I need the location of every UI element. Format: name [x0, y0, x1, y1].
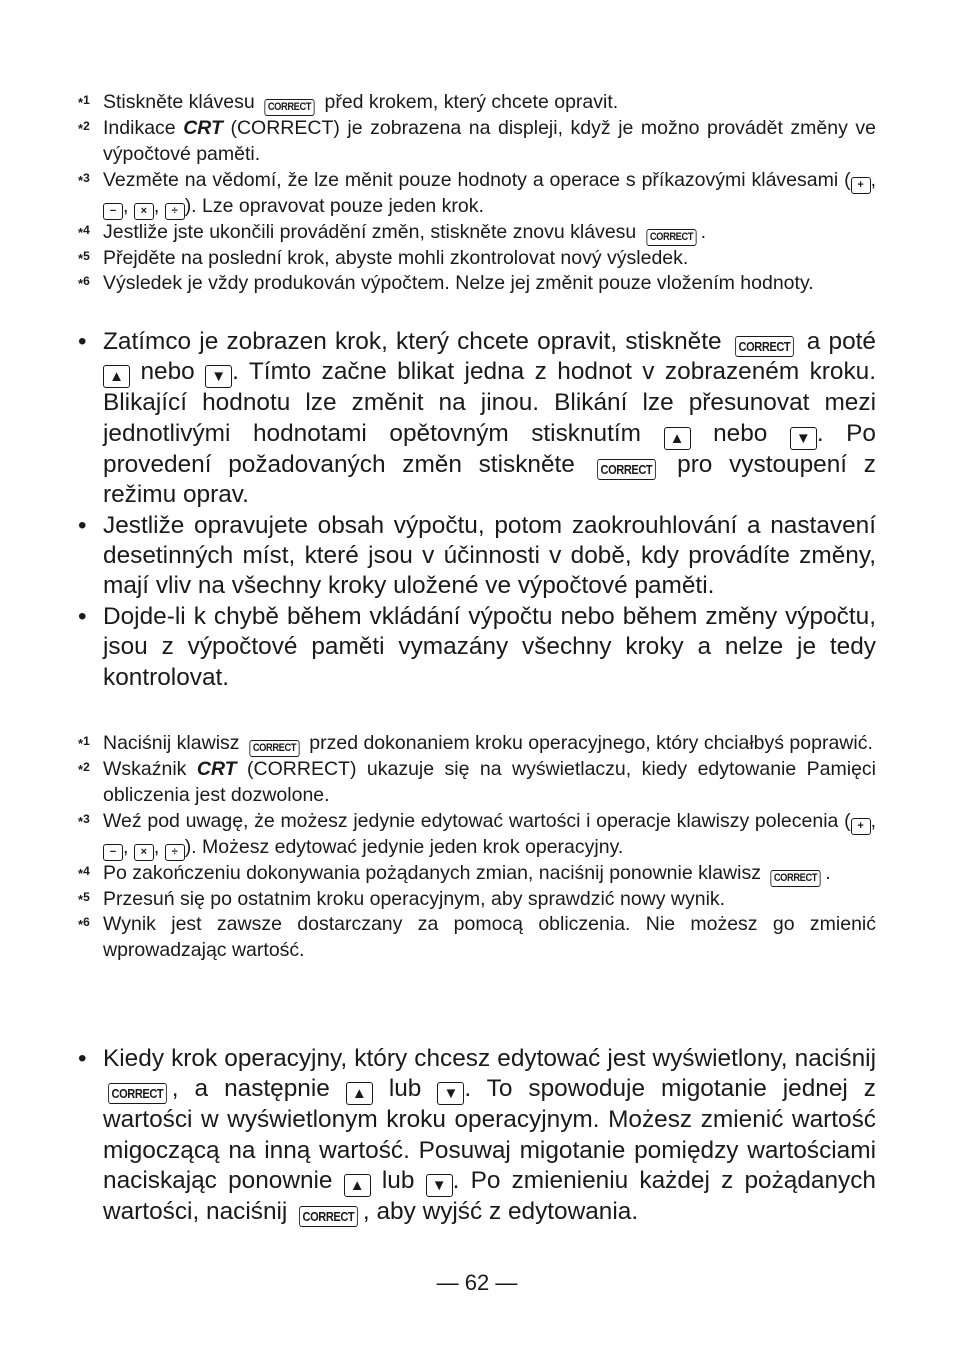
correct-key-icon: CORRECT — [597, 459, 655, 480]
note-marker: * — [78, 736, 84, 751]
separator: , — [870, 168, 876, 191]
plus-key-icon: + — [851, 818, 871, 835]
bullet-text: nebo — [140, 358, 195, 386]
note-marker: * — [78, 762, 84, 777]
down-key-icon: ▼ — [790, 427, 817, 450]
separator: , — [153, 835, 160, 858]
correct-key-icon: CORRECT — [771, 870, 821, 887]
note-text: . — [700, 220, 706, 243]
bullet-dot: • — [78, 1045, 87, 1072]
bullet-text: . Po zmienieniu każdej z pożądanych wartości, naciśnij — [103, 1167, 876, 1226]
bullet-text: . Po provedení požadovaných změn stiskněte — [103, 419, 876, 478]
note-text: Stiskněte klávesu — [103, 91, 255, 113]
divide-key-icon: ÷ — [165, 844, 185, 861]
note-text: przed dokonaniem kroku operacyjnego, który chciałbyś poprawić. — [309, 732, 873, 754]
times-key-icon: × — [134, 844, 154, 861]
down-key-icon: ▼ — [205, 365, 232, 388]
note-number: 2 — [83, 760, 90, 774]
note-marker: * — [78, 250, 84, 266]
note-marker: * — [78, 95, 84, 110]
up-key-icon: ▲ — [346, 1082, 373, 1105]
note-text: (CORRECT) je zobrazena na displeji, když je možno provádět změny ve výpočtové paměti. — [103, 117, 876, 165]
plus-key-icon: + — [851, 177, 871, 194]
bullet-text: lub — [381, 1167, 415, 1195]
bullet-text: Kiedy krok operacyjny, który chcesz edytować jest wyświetlony, naciśnij — [103, 1045, 876, 1072]
bullet-text: , aby wyjść z edytowania. — [362, 1198, 639, 1226]
crt-indicator: CRT — [196, 758, 237, 780]
note-number: 5 — [83, 889, 90, 904]
note-text: před krokem, který chcete opravit. — [324, 91, 619, 113]
pl-bullets — [78, 1044, 876, 1228]
note-text: Jestliže jste ukončili provádění změn, stiskněte znovu klávesu — [103, 220, 637, 243]
correct-key-icon: CORRECT — [265, 99, 315, 116]
note-number: 5 — [83, 248, 90, 263]
cz-bullet-1 — [78, 327, 876, 511]
bullet-text: nebo — [713, 419, 768, 447]
cz-note-4 — [78, 220, 876, 246]
bullet-dot: • — [78, 328, 87, 355]
up-key-icon: ▲ — [344, 1174, 371, 1197]
bullet-dot: • — [78, 602, 87, 630]
note-number: 3 — [83, 811, 90, 826]
pl-note-5 — [78, 887, 876, 913]
note-number: 4 — [83, 222, 90, 237]
cz-bullet-3 — [78, 602, 876, 693]
note-text: Przesuń się po ostatnim kroku operacyjnym, aby sprawdzić nowy wynik. — [103, 887, 726, 910]
note-text: Výsledek je vždy produkován výpočtem. Nelze jej změnit pouze vložením hodnoty. — [103, 272, 814, 295]
minus-key-icon: − — [103, 203, 123, 220]
times-key-icon: × — [134, 203, 154, 220]
note-text: Vezměte na vědomí, že lze měnit pouze hodnoty a operace s příkazovými klávesami ( — [103, 168, 851, 191]
note-text: . — [825, 861, 831, 884]
correct-key-icon: CORRECT — [249, 740, 299, 757]
separator: , — [123, 194, 129, 217]
note-marker: * — [78, 121, 84, 136]
separator: , — [153, 194, 160, 217]
pl-note-4 — [78, 861, 876, 887]
bullet-text: Zatímco je zobrazen krok, který chcete opravit, stiskněte — [103, 328, 722, 355]
note-text: Po zakończeniu dokonywania pożądanych zmian, naciśnij ponownie klawisz — [103, 861, 761, 884]
bullet-text: , a następnie — [171, 1075, 330, 1103]
note-text: (CORRECT) ukazuje się na wyświetlaczu, kiedy edytowanie Pamięci obliczenia jest dozwolone. — [103, 758, 877, 806]
bullet-text: . To spowoduje migotanie jednej z wartości w wyświetlonym kroku operacyjnym. Możesz zmienić wartość migoczącą na inną wartość. Posuwaj migotanie pomiędzy wartościami naciskając ponownie — [103, 1075, 877, 1195]
pl-bullet-1 — [78, 1044, 876, 1228]
correct-key-icon: CORRECT — [735, 336, 793, 357]
note-number: 2 — [83, 119, 90, 133]
down-key-icon: ▼ — [426, 1174, 453, 1197]
pl-note-1 — [78, 731, 876, 757]
note-text: Indikace — [103, 117, 176, 139]
note-text: Přejděte na poslední krok, abyste mohli zkontrolovat nový výsledek. — [103, 246, 689, 269]
bullet-text: Dojde-li k chybě během vkládání výpočtu nebo během změny výpočtu, jsou z výpočtové paměti vymazány všechny kroky a nelze je tedy kontrolovat. — [103, 602, 876, 691]
bullet-text: a poté — [806, 328, 876, 355]
divide-key-icon: ÷ — [165, 203, 185, 220]
note-marker: * — [78, 917, 84, 933]
note-marker: * — [78, 865, 84, 881]
note-marker: * — [78, 813, 84, 829]
bullet-text: lub — [388, 1075, 422, 1103]
note-text: Wynik jest zawsze dostarczany za pomocą obliczenia. Nie możesz go zmienić wprowadzając wartość. — [103, 913, 876, 962]
note-text: Naciśnij klawisz — [103, 732, 240, 754]
note-marker: * — [78, 224, 84, 240]
cz-bullets — [78, 327, 876, 693]
minus-key-icon: − — [103, 844, 123, 861]
bullet-dot: • — [78, 511, 87, 539]
correct-key-icon: CORRECT — [108, 1083, 166, 1104]
note-text: ). Możesz edytować jedynie jeden krok operacyjny. — [184, 835, 624, 858]
up-key-icon: ▲ — [103, 365, 130, 388]
cz-note-5 — [78, 246, 876, 272]
cz-note-1 — [78, 90, 876, 116]
note-marker: * — [78, 891, 84, 907]
bullet-text: pro vystoupení z režimu oprav. — [103, 450, 876, 509]
note-marker: * — [78, 172, 84, 188]
down-key-icon: ▼ — [437, 1082, 464, 1105]
pl-footnotes — [78, 731, 876, 964]
cz-footnotes — [78, 90, 876, 297]
cz-note-3 — [78, 168, 876, 220]
note-number: 6 — [83, 915, 90, 930]
separator: , — [123, 835, 129, 858]
cz-bullet-2 — [78, 511, 876, 602]
pl-note-3 — [78, 809, 876, 861]
pl-note-6 — [78, 912, 876, 964]
cz-note-2 — [78, 116, 876, 168]
correct-key-icon: CORRECT — [646, 229, 696, 246]
note-marker: * — [78, 276, 84, 292]
note-number: 6 — [83, 274, 90, 289]
note-text: ). Lze opravovat pouze jeden krok. — [184, 194, 484, 217]
note-text: Wskaźnik — [103, 758, 187, 780]
note-number: 1 — [83, 93, 90, 107]
correct-key-icon: CORRECT — [299, 1206, 357, 1227]
note-number: 1 — [83, 734, 90, 748]
crt-indicator: CRT — [183, 117, 223, 139]
cz-note-6 — [78, 271, 876, 297]
separator: , — [870, 809, 876, 832]
note-number: 3 — [83, 170, 90, 185]
up-key-icon: ▲ — [664, 427, 691, 450]
pl-note-2 — [78, 757, 876, 809]
bullet-text: . Tímto začne blikat jedna z hodnot v zobrazeném kroku. Blikající hodnotu lze změnit na jinou. Blikání lze přesunovat mezi jednotlivými hodnotami opětovným stisknutím — [103, 358, 877, 447]
bullet-text: Jestliže opravujete obsah výpočtu, potom zaokrouhlování a nastavení desetinných míst, které jsou v účinnosti v době, kdy provádíte změny, mají vliv na všechny kroky uložené ve výpočtové paměti. — [103, 511, 876, 600]
note-text: Weź pod uwagę, że możesz jedynie edytować wartości i operacje klawiszy polecenia ( — [103, 809, 851, 832]
note-number: 4 — [83, 863, 90, 878]
page-number: — 62 — — [436, 1270, 518, 1295]
